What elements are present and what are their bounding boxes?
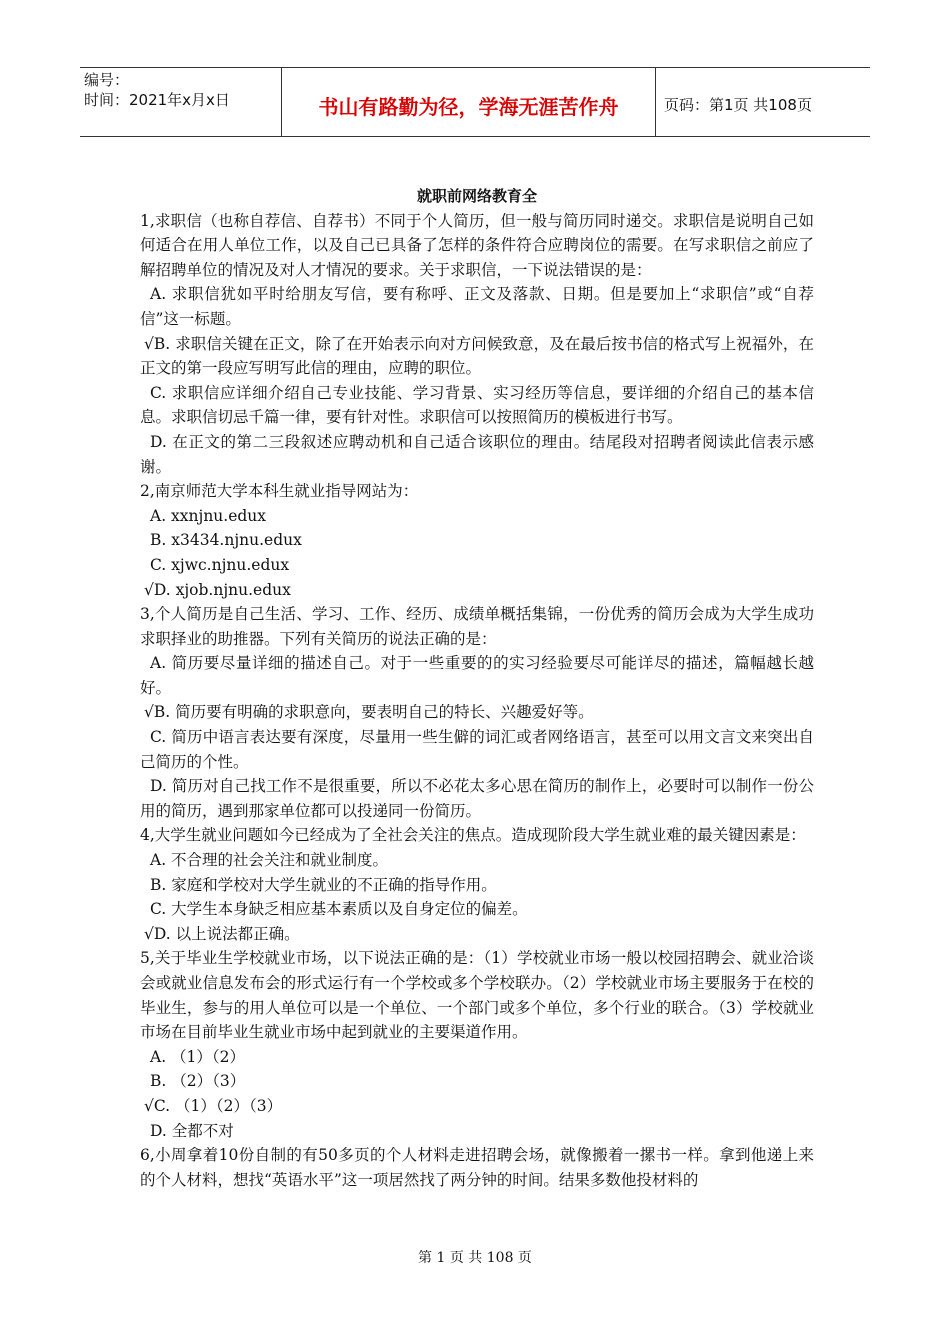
- answer-option: C. xjwc.njnu.edux: [150, 555, 290, 574]
- date-label: 时间：2021年x月x日: [84, 91, 230, 109]
- answer-option: A. （1）（2）: [150, 1047, 246, 1066]
- question-text: 2,南京师范大学本科生就业指导网站为：: [140, 482, 419, 501]
- question-text: 6,小周拿着10份自制的有50多页的个人材料走进招聘会场，就像搬着一摞书一样。拿到他递上来的个人材料，想找“英语水平”这一项居然找了两分钟的时间。结果多数他投材料的: [140, 1146, 814, 1189]
- document-body: [140, 184, 814, 1192]
- question-text: 3,个人简历是自己生活、学习、工作、经历、成绩单概括集锦，一份优秀的简历会成为大学生成功求职择业的助推器。下列有关简历的说法正确的是：: [140, 605, 814, 648]
- question-text: 4,大学生就业问题如今已经成为了全社会关注的焦点。造成现阶段大学生就业难的最关键因素是：: [140, 826, 806, 845]
- header-motto: 书山有路勤为径，学海无涯苦作舟: [282, 68, 656, 136]
- question-text: 5,关于毕业生学校就业市场，以下说法正确的是：（1）学校就业市场一般以校园招聘会、就业洽谈会或就业信息发布会的形式运行有一个学校或多个学校联办。（2）学校就业市场主要服务于在校的毕业生，参与的用人单位可以是一个单位、一个部门或多个单位，多个行业的联合。（3）学校就业市场在目前毕业生就业市场中起到就业的主要渠道作用。: [140, 949, 814, 1042]
- answer-option: C. 求职信应详细介绍自己专业技能、学习背景、实习经历等信息，要详细的介绍自己的基本信息。求职信切忌千篇一律，要有针对性。求职信可以按照简历的模板进行书写。: [140, 383, 814, 427]
- page-footer: 第 1 页 共 108 页: [418, 1250, 532, 1266]
- number-label: 编号：: [84, 71, 130, 89]
- answer-option-correct: √B. 简历要有明确的求职意向，要表明自己的特长、兴趣爱好等。: [144, 703, 594, 722]
- answer-option: B. x3434.njnu.edux: [150, 531, 302, 550]
- answer-option-correct: √D. xjob.njnu.edux: [144, 580, 291, 599]
- header-page-info: 页码：第1页 共108页: [664, 95, 812, 114]
- answer-option: B. （2）（3）: [150, 1072, 246, 1091]
- answer-option: A. 求职信犹如平时给朋友写信，要有称呼、正文及落款、日期。但是要加上“求职信”或“自荐信”这一标题。: [140, 285, 814, 328]
- question-list: [140, 209, 814, 1193]
- answer-option: D. 全都不对: [150, 1121, 234, 1140]
- answer-option: C. 简历中语言表达要有深度，尽量用一些生僻的词汇或者网络语言，甚至可以用文言文来突出自己简历的个性。: [140, 728, 814, 771]
- answer-option-correct: √B. 求职信关键在正文，除了在开始表示向对方问候致意，及在最后按书信的格式写上祝福外，在正文的第一段应写明写此信的理由，应聘的职位。: [140, 334, 814, 378]
- answer-option-correct: √D. 以上说法都正确。: [144, 924, 300, 943]
- answer-option: A. 简历要尽量详细的描述自己。对于一些重要的的实习经验要尽可能详尽的描述，篇幅越长越好。: [140, 654, 814, 697]
- answer-option-correct: √C. （1）（2）（3）: [144, 1096, 283, 1115]
- document-title: 就职前网络教育全: [416, 187, 537, 205]
- question-text: 1,求职信（也称自荐信、自荐书）不同于个人简历，但一般与简历同时递交。求职信是说明自己如何适合在用人单位工作，以及自己已具备了怎样的条件符合应聘岗位的需要。在写求职信之前应了解招聘单位的情况及对人才情况的要求。关于求职信，一下说法错误的是：: [140, 211, 814, 279]
- answer-option: D. 简历对自己找工作不是很重要，所以不必花太多心思在简历的制作上，必要时可以制作一份公用的简历，遇到那家单位都可以投递同一份简历。: [140, 777, 814, 820]
- answer-option: A. 不合理的社会关注和就业制度。: [150, 851, 389, 870]
- header-meta: [80, 68, 282, 136]
- answer-option: B. 家庭和学校对大学生就业的不正确的指导作用。: [150, 875, 497, 894]
- answer-option: C. 大学生本身缺乏相应基本素质以及自身定位的偏差。: [150, 900, 528, 919]
- answer-option: A. xxnjnu.edux: [150, 506, 267, 525]
- answer-option: D. 在正文的第二三段叙述应聘动机和自己适合该职位的理由。结尾段对招聘者阅读此信表示感谢。: [140, 432, 814, 476]
- page-header: [80, 67, 870, 137]
